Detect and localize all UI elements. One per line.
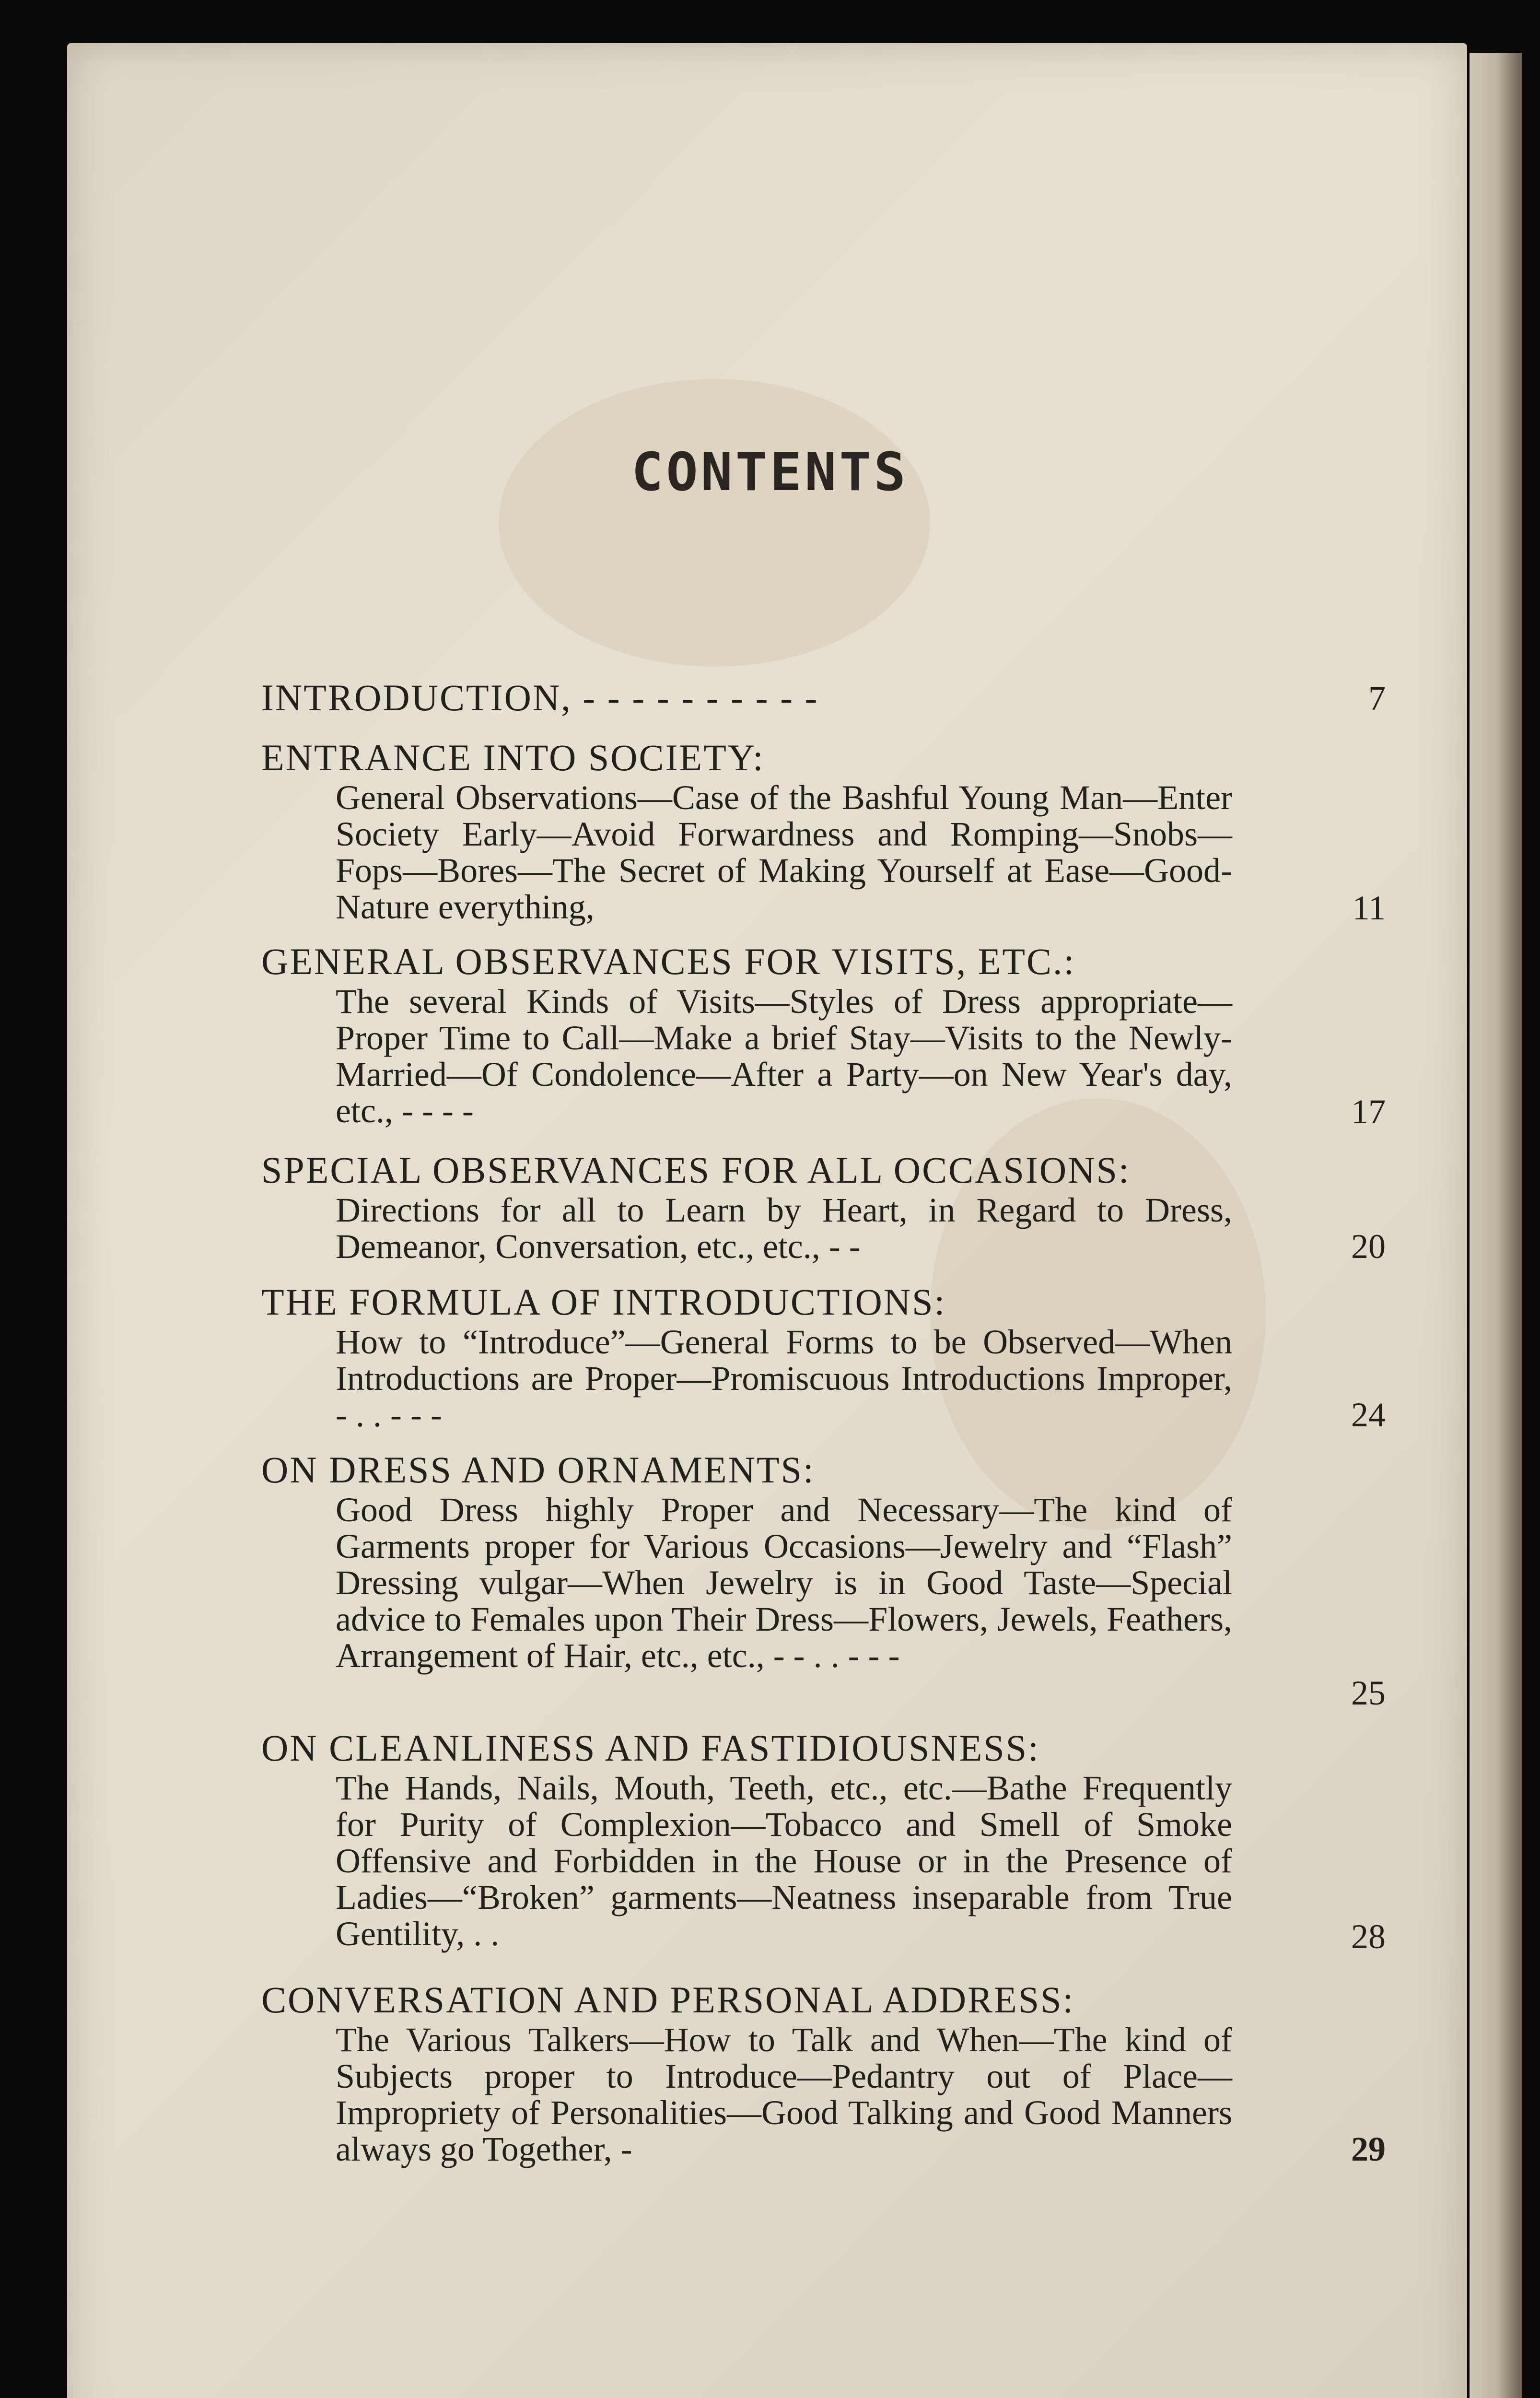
toc-description: Good Dress highly Proper and Necessary—The kind of Garments proper for Various Occasions—Jewelry and “Flash” Dressing vulgar—When Jewelry is in Good Taste—Special advice to Females upon Their Dress—Flowers, Jewels, Feathers, Arrangement of Hair, etc., etc., - - . . - - -	[336, 1491, 1232, 1675]
toc-heading: INTRODUCTION, - - - - - - - - - -	[261, 677, 819, 718]
toc-entry	[261, 940, 1386, 1129]
toc-heading: THE FORMULA OF INTRODUCTIONS:	[261, 1281, 946, 1323]
toc-entry	[261, 1448, 1386, 1712]
toc-page-number: 11	[1352, 889, 1386, 927]
toc-heading: ON DRESS AND ORNAMENTS:	[261, 1449, 815, 1491]
toc-description: Directions for all to Learn by Heart, in Regard to Dress, Demeanor, Conversation, etc., etc., - -	[336, 1191, 1232, 1266]
toc-heading: ENTRANCE INTO SOCIETY:	[261, 737, 765, 778]
toc-description: General Observations—Case of the Bashful Young Man—Enter Society Early—Avoid Forwardness and Romping—Snobs—Fops—Bores—The Secret of Making Yourself at Ease—Good-Nature everything,	[336, 778, 1232, 926]
toc-heading: GENERAL OBSERVANCES FOR VISITS, ETC.:	[261, 940, 1076, 982]
toc-page-number: 7	[1368, 679, 1386, 717]
toc-page-number: 25	[1351, 1674, 1386, 1712]
toc-page-number: 20	[1351, 1227, 1386, 1266]
toc-entry	[261, 1281, 1386, 1433]
toc-description: The Hands, Nails, Mouth, Teeth, etc., etc.—Bathe Frequently for Purity of Complexion—Tobacco and Smell of Smoke Offensive and Forbidden in the House or in the Presence of Ladies—“Broken” garments—Neatness inseparable from True Gentility, . .	[336, 1769, 1232, 1953]
toc-heading: SPECIAL OBSERVANCES FOR ALL OCCASIONS:	[261, 1149, 1131, 1191]
toc-entry	[261, 1978, 1386, 2167]
toc-entry	[261, 1727, 1386, 1956]
contents-title: CONTENTS	[631, 441, 909, 503]
toc-page-number: 29	[1351, 2130, 1386, 2168]
toc-heading: ON CLEANLINESS AND FASTIDIOUSNESS:	[261, 1727, 1040, 1769]
toc-heading: CONVERSATION AND PERSONAL ADDRESS:	[261, 1979, 1075, 2021]
toc-description: The several Kinds of Visits—Styles of Dress appropriate—Proper Time to Call—Make a brief Stay—Visits to the Newly-Married—Of Condolence—After a Party—on New Year's day, etc., - - - -	[336, 982, 1232, 1130]
toc-entry	[261, 676, 1386, 719]
toc-entry	[261, 1149, 1386, 1265]
toc-page-number: 28	[1351, 1917, 1386, 1956]
toc-page-number: 17	[1351, 1093, 1386, 1131]
page-edge	[1470, 53, 1522, 2398]
toc-description: The Various Talkers—How to Talk and When—The kind of Subjects proper to Introduce—Pedantry out of Place—Impropriety of Personalities—Good Talking and Good Manners always go Together, -	[336, 2021, 1232, 2168]
toc-description: How to “Introduce”—General Forms to be Observed—When Introductions are Proper—Promiscuous Introductions Improper, - . . - - -	[336, 1323, 1232, 1434]
toc-page-number: 24	[1351, 1396, 1386, 1434]
toc-entry	[261, 736, 1386, 925]
page-stain	[499, 379, 930, 667]
